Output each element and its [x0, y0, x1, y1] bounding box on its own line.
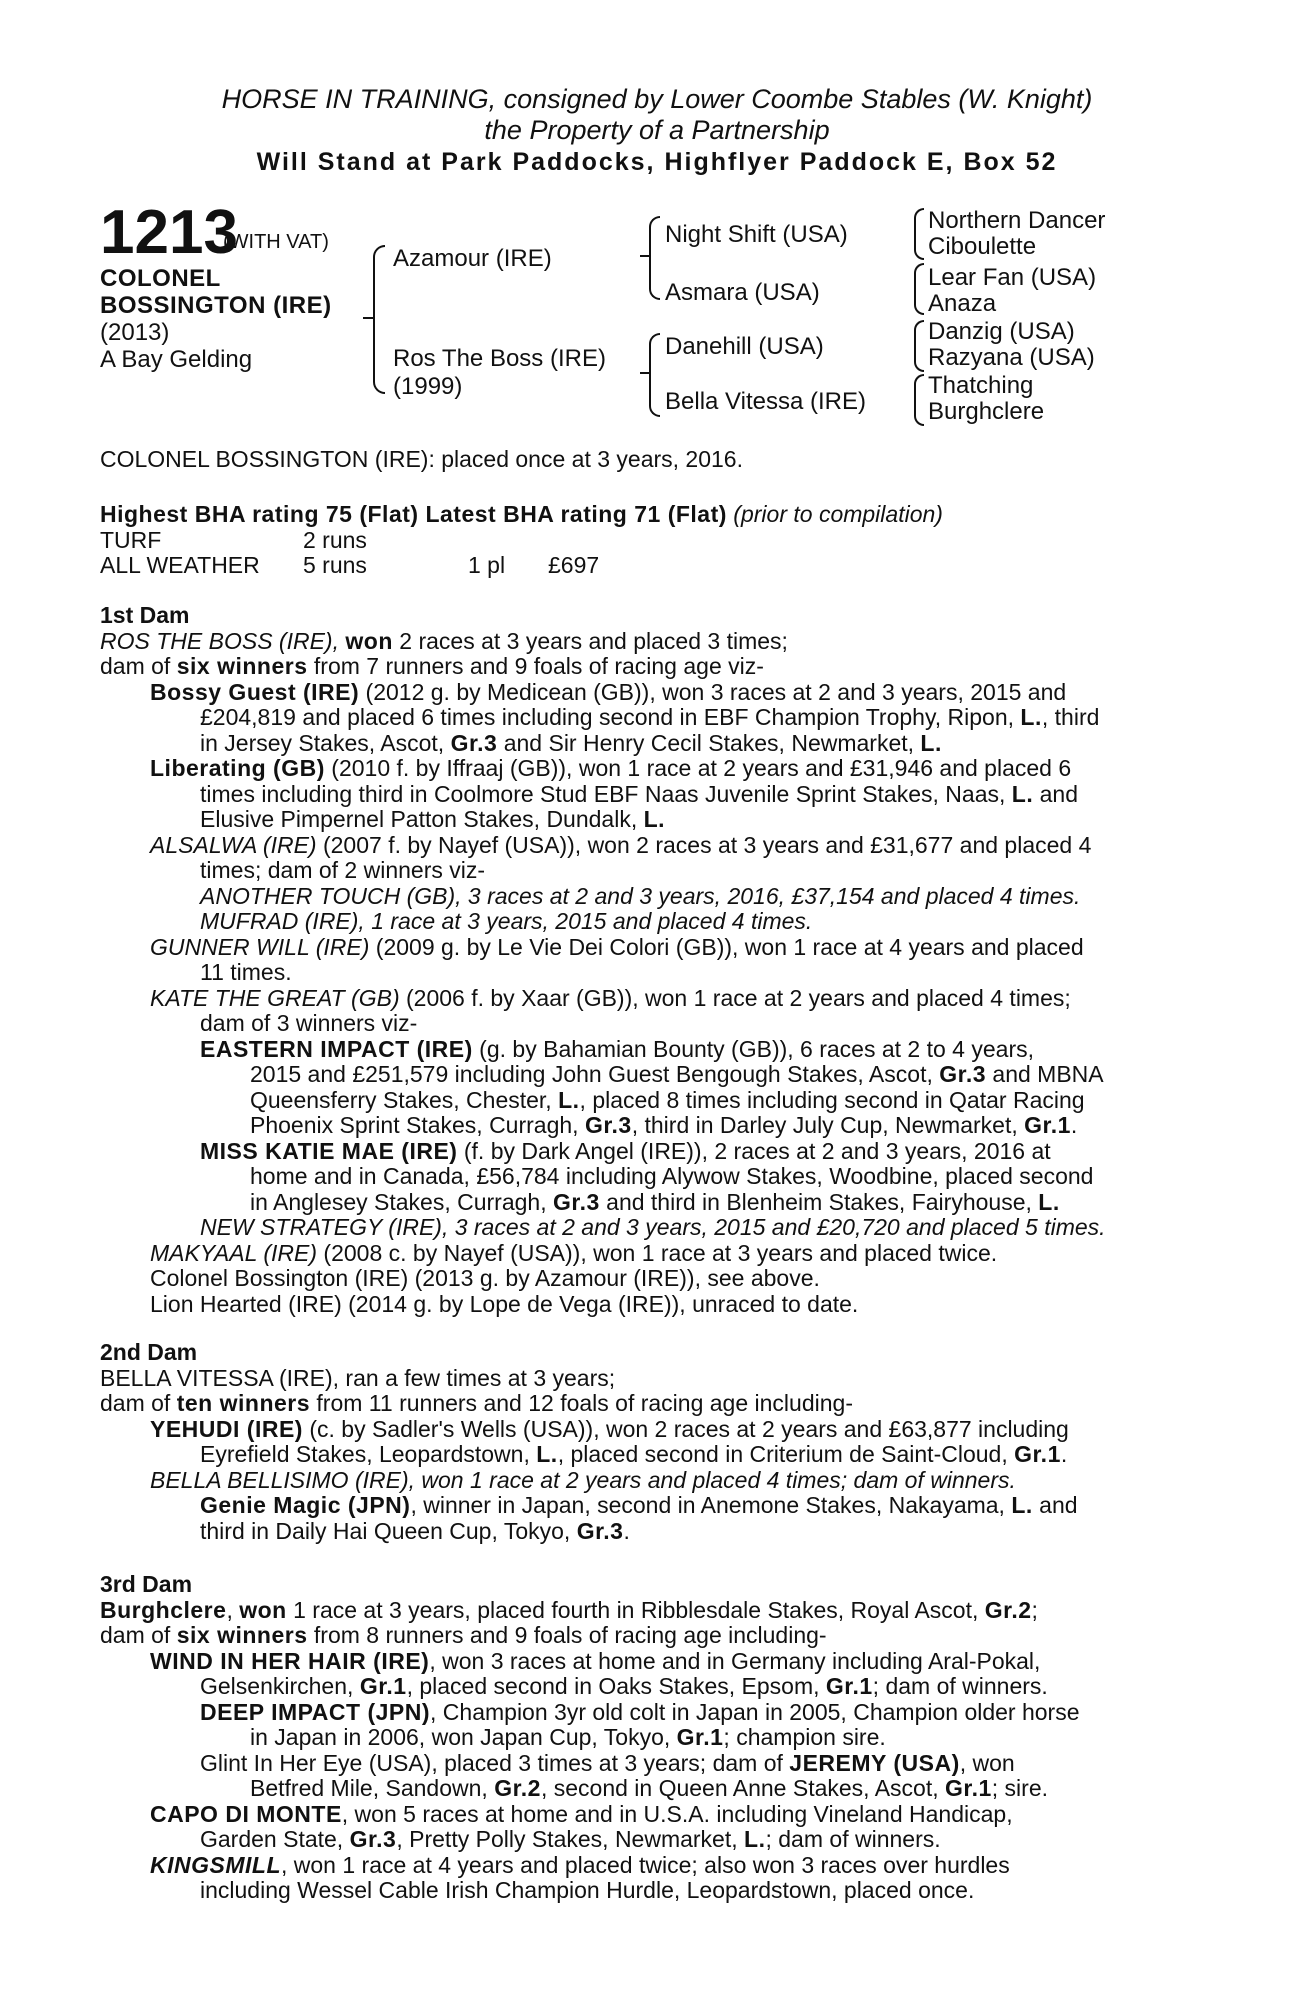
turf-runs: 2 runs — [303, 527, 367, 553]
text: , third — [1041, 704, 1100, 730]
progeny-record: (2007 f. by Nayef (USA)), won 2 races at 3 years and £31,677 and placed 4 — [316, 831, 1092, 858]
bha-ratings — [100, 502, 1210, 528]
progeny-entry: BELLA BELLISIMO (IRE), won 1 race at 2 years and placed 4 times; dam of winners. — [150, 1466, 1016, 1493]
third-dam-name: Burghclere — [100, 1596, 227, 1623]
horse-name-line1: COLONEL — [100, 265, 221, 292]
text: ; champion sire. — [723, 1724, 886, 1750]
text: and MBNA — [986, 1061, 1104, 1087]
pedigree-dam-year: (1999) — [393, 373, 463, 400]
second-dam-section — [100, 1340, 1210, 1544]
grade-label: Gr.3 — [553, 1188, 600, 1215]
second-dam-heading: 2nd Dam — [100, 1339, 198, 1365]
text: ; dam of winners. — [765, 1826, 941, 1852]
pedigree-sire: Azamour (IRE) — [393, 245, 552, 272]
text: . — [1060, 1441, 1068, 1467]
stabling-line: Will Stand at Park Paddocks, Highflyer Paddock E, Box 52 — [256, 148, 1058, 176]
text: 1 race at 3 years, placed fourth in Ribblesdale Stakes, Royal Ascot, — [286, 1596, 985, 1623]
text: Queensferry Stakes, Chester, — [250, 1086, 559, 1113]
grade-label: Gr.3 — [450, 729, 498, 756]
grand-progeny-name: JEREMY (USA) — [789, 1749, 960, 1776]
pedigree-g8: Burghclere — [928, 398, 1045, 425]
horse-description: A Bay Gelding — [100, 346, 253, 373]
text: (f. by Dark Angel (IRE)), 2 races at 2 and 3 years, 2016 at — [457, 1137, 1051, 1164]
pedigree-g6: Razyana (USA) — [928, 344, 1095, 371]
pedigree-brace-4 — [914, 208, 924, 260]
consignor-line: HORSE IN TRAINING, consigned by Lower Coombe Stables (W. Knight) — [221, 84, 1093, 114]
grade-label: L. — [558, 1086, 580, 1113]
won-label: won — [239, 1596, 287, 1623]
grade-label: Gr.1 — [1024, 1112, 1071, 1138]
first-dam-record: 2 races at 3 years and placed 3 times; — [392, 627, 788, 654]
winners-count: six winners — [176, 1622, 308, 1648]
progeny-record: (c. by Sadler's Wells (USA)), won 2 races at 2 years and £63,877 including — [302, 1415, 1069, 1442]
grand-progeny-name: MISS KATIE MAE (IRE) — [200, 1137, 458, 1164]
progeny-name: Bossy Guest (IRE) — [150, 678, 360, 705]
grade-label: Gr.3 — [939, 1061, 987, 1087]
grade-label: L. — [536, 1441, 558, 1467]
text: ; — [1031, 1596, 1038, 1623]
text: Garden State, — [200, 1826, 350, 1852]
text: ; sire. — [991, 1775, 1048, 1801]
grade-label: Gr.2 — [984, 1596, 1032, 1623]
progeny-name: Liberating (GB) — [150, 755, 325, 781]
text: dam of — [100, 1390, 177, 1416]
progeny-name: KINGSMILL — [150, 1851, 281, 1878]
grand-progeny-name: EASTERN IMPACT (IRE) — [200, 1035, 473, 1062]
text: (g. by Bahamian Bounty (GB)), 6 races at 2 to 4 years, — [472, 1035, 1034, 1062]
property-line: the Property of a Partnership — [484, 115, 830, 145]
text: home and in Canada, £56,784 including Alywow Stakes, Woodbine, placed second — [250, 1163, 1094, 1189]
all-weather-placed: 1 pl — [468, 552, 506, 578]
text: , Champion 3yr old colt in Japan in 2005, Champion older horse — [430, 1698, 1080, 1725]
race-record — [100, 528, 700, 580]
pedigree-brace-6 — [914, 320, 924, 372]
pedigree-brace-5 — [914, 263, 924, 315]
grand-progeny-name: DEEP IMPACT (JPN) — [200, 1698, 431, 1725]
pedigree-g2: Ciboulette — [928, 233, 1037, 260]
text: times including third in Coolmore Stud EBF Naas Juvenile Sprint Stakes, Naas, — [200, 780, 1012, 807]
all-weather-label: ALL WEATHER — [100, 552, 260, 578]
progeny-name: CAPO DI MONTE — [150, 1800, 342, 1827]
grade-label: Gr.3 — [576, 1517, 624, 1544]
text: Betfred Mile, Sandown, — [250, 1775, 495, 1801]
pedigree-dam-dam: Bella Vitessa (IRE) — [665, 388, 866, 415]
text: , placed second in Oaks Stakes, Epsom, — [406, 1673, 826, 1699]
first-dam-heading: 1st Dam — [100, 602, 190, 628]
grand-progeny: MUFRAD (IRE), 1 race at 3 years, 2015 and placed 4 times. — [200, 908, 813, 934]
text: from 11 runners and 12 foals of racing age including- — [310, 1390, 853, 1416]
grade-label: Gr.1 — [825, 1673, 873, 1699]
text: and Sir Henry Cecil Stakes, Newmarket, — [497, 729, 921, 756]
text: from 7 runners and 9 foals of racing age viz- — [307, 653, 764, 679]
progeny-name: GUNNER WILL (IRE) — [150, 933, 370, 960]
all-weather-runs: 5 runs — [303, 552, 367, 578]
grand-progeny: ANOTHER TOUCH (GB), 3 races at 2 and 3 years, 2016, £37,154 and placed 4 times. — [200, 882, 1081, 909]
foaling-year: (2013) — [100, 319, 170, 346]
ratings-bold: Highest BHA rating 75 (Flat) Latest BHA rating 71 (Flat) — [100, 501, 727, 527]
text: , won — [959, 1749, 1015, 1776]
pedigree-dam: Ros The Boss (IRE) — [393, 345, 606, 372]
text: and — [1032, 1492, 1078, 1518]
text: and third in Blenheim Stakes, Fairyhouse, — [599, 1188, 1039, 1215]
winners-count: six winners — [176, 653, 308, 679]
progeny-entry: Lion Hearted (IRE) (2014 g. by Lope de Vega (IRE)), unraced to date. — [150, 1290, 859, 1317]
progeny-record: (2010 f. by Iffraaj (GB)), won 1 race at 2 years and £31,946 and placed 6 — [324, 755, 1072, 781]
pedigree-g4: Anaza — [928, 290, 997, 317]
text: £204,819 and placed 6 times including second in EBF Champion Trophy, Ripon, — [200, 704, 1021, 730]
vat-label: (WITH VAT) — [223, 231, 329, 253]
turf-label: TURF — [100, 527, 162, 553]
grade-label: Gr.3 — [584, 1112, 632, 1138]
text: Glint In Her Eye (USA), placed 3 times at 3 years; dam of — [200, 1749, 790, 1776]
text: in Jersey Stakes, Ascot, — [200, 729, 451, 756]
grade-label: L. — [1020, 704, 1042, 730]
text: , second in Queen Anne Stakes, Ascot, — [540, 1775, 945, 1801]
pedigree-brace-tip-3 — [640, 372, 650, 374]
pedigree-brace-tip-2 — [640, 255, 650, 257]
won-label: won — [345, 627, 393, 654]
text: including Wessel Cable Irish Champion Hurdle, Leopardstown, placed once. — [200, 1877, 975, 1903]
text: Phoenix Sprint Stakes, Curragh, — [250, 1112, 585, 1138]
text: . — [623, 1517, 630, 1544]
grade-label: Gr.1 — [1014, 1441, 1061, 1467]
pedigree-brace-7 — [914, 374, 924, 426]
grade-label: L. — [920, 729, 942, 756]
horse-name-line2: BOSSINGTON (IRE) — [100, 292, 332, 319]
text: dam of 3 winners viz- — [200, 1010, 418, 1036]
text: dam of — [100, 653, 177, 679]
text: Eyrefield Stakes, Leopardstown, — [200, 1441, 537, 1467]
horse-details — [100, 265, 332, 373]
pedigree-brace-3 — [649, 333, 660, 417]
first-dam-section — [100, 603, 1210, 1317]
grade-label: L. — [1011, 780, 1034, 807]
ratings-note: (prior to compilation) — [726, 501, 943, 527]
progeny-name: ALSALWA (IRE) — [150, 831, 317, 858]
grade-label: L. — [744, 1826, 766, 1852]
pedigree-g1: Northern Dancer — [928, 207, 1106, 234]
grade-label: L. — [1038, 1188, 1060, 1215]
pedigree-g3: Lear Fan (USA) — [928, 264, 1097, 291]
text: dam of — [100, 1622, 177, 1648]
race-summary: COLONEL BOSSINGTON (IRE): placed once at 3 years, 2016. — [100, 446, 743, 472]
progeny-record: , won 1 race at 4 years and placed twice; also won 3 races over hurdles — [281, 1851, 1010, 1878]
progeny-record: (2008 c. by Nayef (USA)), won 1 race at 3 years and placed twice. — [317, 1239, 998, 1266]
pedigree-g5: Danzig (USA) — [928, 318, 1075, 345]
progeny-name: WIND IN HER HAIR (IRE) — [150, 1647, 430, 1674]
pedigree-sire-dam: Asmara (USA) — [665, 279, 820, 306]
pedigree-sire-sire: Night Shift (USA) — [665, 221, 848, 248]
text: , Pretty Polly Stakes, Newmarket, — [396, 1826, 745, 1852]
text: ; dam of winners. — [872, 1673, 1048, 1699]
progeny-name: MAKYAAL (IRE) — [150, 1239, 318, 1266]
grade-label: Gr.1 — [359, 1673, 407, 1699]
text: and — [1033, 780, 1078, 807]
text: , — [226, 1596, 240, 1623]
text: Gelsenkirchen, — [200, 1673, 360, 1699]
pedigree-g7: Thatching — [928, 372, 1034, 399]
progeny-record: (2006 f. by Xaar (GB)), won 1 race at 2 years and placed 4 times; — [399, 984, 1071, 1011]
text: , third in Darley July Cup, Newmarket, — [631, 1112, 1025, 1138]
text: 11 times. — [200, 959, 292, 985]
grade-label: L. — [1011, 1492, 1033, 1518]
text: third in Daily Hai Queen Cup, Tokyo, — [200, 1517, 577, 1544]
grade-label: Gr.1 — [676, 1724, 724, 1750]
pedigree-brace-tip-1 — [363, 317, 373, 319]
pedigree-brace-1 — [373, 245, 385, 394]
text: . — [1070, 1112, 1078, 1138]
progeny-name: YEHUDI (IRE) — [150, 1415, 303, 1442]
progeny-record: , won 3 races at home and in Germany including Aral-Pokal, — [429, 1647, 1041, 1674]
text: , winner in Japan, second in Anemone Stakes, Nakayama, — [410, 1492, 1012, 1518]
second-dam-intro: BELLA VITESSA (IRE), ran a few times at 3 years; — [100, 1364, 616, 1391]
progeny-entry: Colonel Bossington (IRE) (2013 g. by Azamour (IRE)), see above. — [150, 1265, 820, 1291]
text: , placed 8 times including second in Qatar Racing — [579, 1086, 1085, 1113]
grade-label: Gr.2 — [494, 1775, 541, 1801]
third-dam-section — [100, 1572, 1210, 1904]
text: from 8 runners and 9 foals of racing age including- — [307, 1622, 827, 1648]
grand-progeny-name: Genie Magic (JPN) — [200, 1492, 411, 1518]
winners-count: ten winners — [176, 1390, 311, 1416]
progeny-name: KATE THE GREAT (GB) — [150, 984, 400, 1011]
grade-label: Gr.3 — [349, 1826, 397, 1852]
first-dam-name: ROS THE BOSS (IRE), — [100, 627, 346, 654]
text: in Anglesey Stakes, Curragh, — [250, 1188, 553, 1215]
text: 2015 and £251,579 including John Guest Bengough Stakes, Ascot, — [250, 1061, 940, 1087]
pedigree-dam-sire: Danehill (USA) — [665, 333, 824, 360]
progeny-record: (2012 g. by Medicean (GB)), won 3 races at 2 and 3 years, 2015 and — [359, 678, 1067, 705]
grade-label: L. — [643, 806, 666, 832]
text: times; dam of 2 winners viz- — [200, 857, 486, 883]
progeny-record: , won 5 races at home and in U.S.A. including Vineland Handicap, — [341, 1800, 1013, 1827]
grade-label: Gr.1 — [945, 1775, 992, 1801]
lot-number: 1213 — [100, 198, 238, 267]
text: Elusive Pimpernel Patton Stakes, Dundalk, — [200, 806, 644, 832]
third-dam-heading: 3rd Dam — [100, 1571, 193, 1597]
pedigree-brace-2 — [649, 216, 660, 300]
text: , placed second in Criterium de Saint-Cloud, — [557, 1441, 1015, 1467]
progeny-record: (2009 g. by Le Vie Dei Colori (GB)), won 1 race at 4 years and placed — [369, 933, 1084, 960]
text: in Japan in 2006, won Japan Cup, Tokyo, — [250, 1724, 677, 1750]
all-weather-earnings: £697 — [548, 552, 600, 578]
grand-progeny: NEW STRATEGY (IRE), 3 races at 2 and 3 years, 2015 and £20,720 and placed 5 times. — [200, 1214, 1106, 1240]
